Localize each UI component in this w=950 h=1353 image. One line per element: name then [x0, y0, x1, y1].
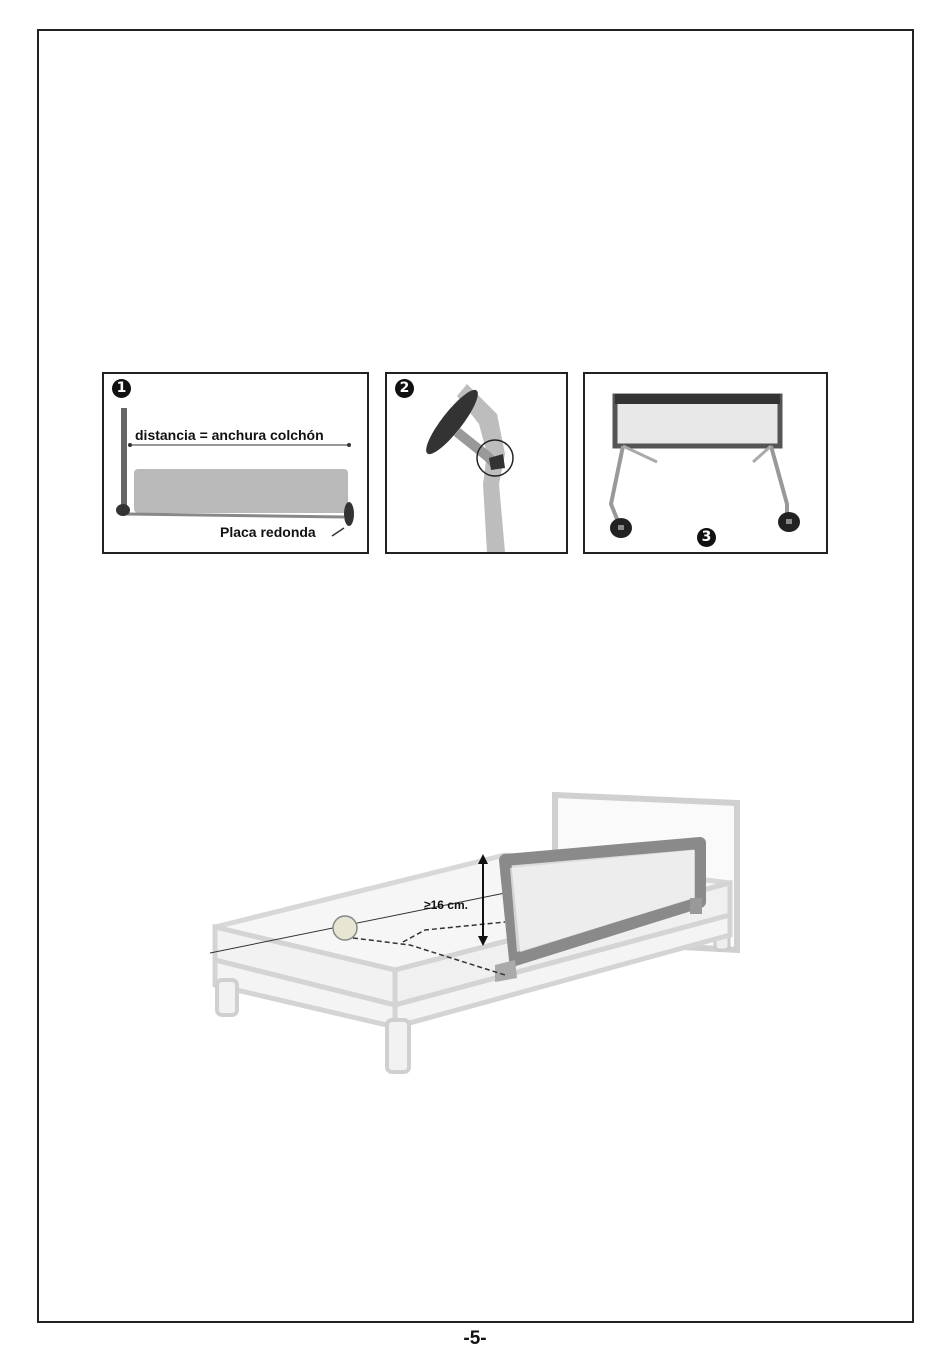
mattress — [134, 469, 348, 513]
step-1-badge: 1 — [112, 379, 131, 398]
strap-left — [611, 446, 623, 519]
step-2-badge: 2 — [395, 379, 414, 398]
strap-right — [771, 446, 787, 514]
step-3-badge: 3 — [697, 528, 716, 547]
step-3-drawing — [585, 374, 826, 552]
dimension-label: distancia = anchura colchón — [135, 427, 324, 443]
step-2-panel — [385, 372, 568, 554]
step-2-drawing — [387, 374, 566, 552]
round-plate-label: Placa redonda — [220, 524, 316, 540]
page-frame — [37, 29, 914, 1323]
round-plate-icon — [333, 916, 357, 940]
foot-pivot — [116, 504, 130, 516]
step-3-panel — [583, 372, 828, 554]
gap-label: ≥16 cm. — [424, 898, 468, 912]
strap — [126, 514, 344, 517]
bed-leg — [387, 1020, 409, 1072]
step-1-panel — [102, 372, 369, 554]
rail-bar — [121, 408, 127, 508]
bed-illustration — [205, 790, 745, 1080]
round-plate-icon — [344, 502, 354, 526]
leader-line — [332, 528, 344, 536]
bed-leg — [217, 980, 237, 1015]
page-number: -5- — [463, 1328, 487, 1349]
